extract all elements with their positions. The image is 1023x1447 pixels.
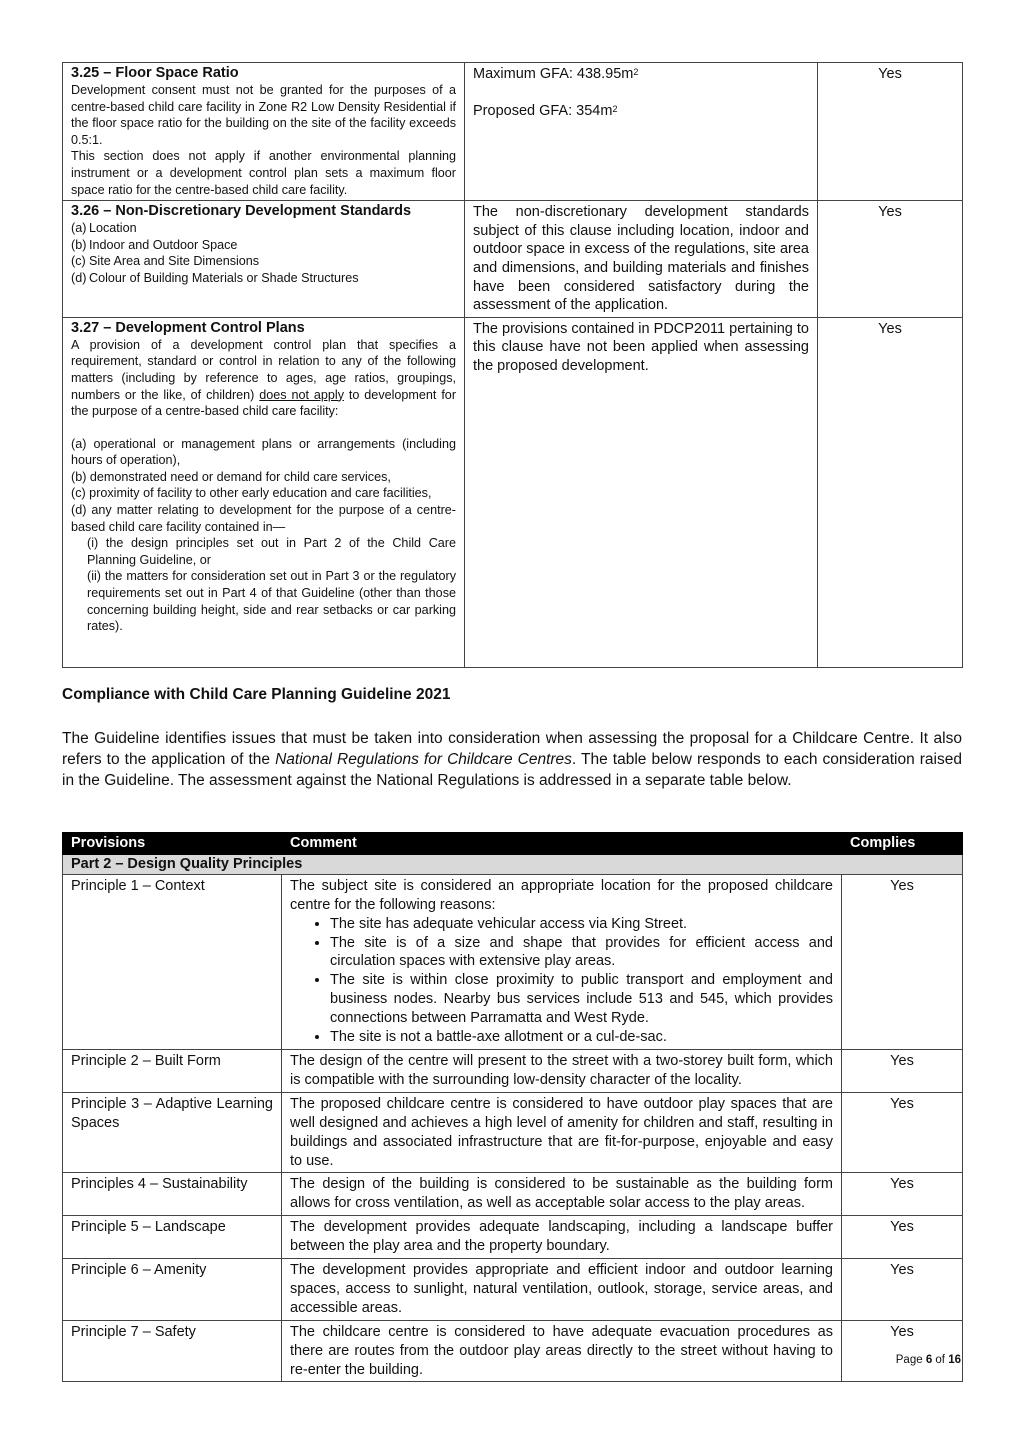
list-item: (c) Site Area and Site Dimensions bbox=[71, 254, 260, 269]
list-item: • The site is within close proximity to public transport and employment and business nodes. Nearby bus services include 513 and 545, which provides connections between Parramatta and West Ryde. bbox=[330, 971, 833, 1028]
comment-cell: The non-discretionary development standards subject of this clause including location, indoor and outdoor space in excess of the regulations, site area and dimensions, and building materials and finishes have been considered satisfactory during the assessment of the application. bbox=[465, 201, 818, 318]
complies-cell: Yes bbox=[842, 1049, 963, 1092]
clauses-table bbox=[62, 62, 963, 668]
comment-text: The subject site is considered an appropriate location for the proposed childcare centre for the following reasons: bbox=[290, 877, 833, 913]
comment-text: Proposed GFA: $354m^2$ bbox=[473, 102, 618, 119]
clause-title: 3.25 – Floor Space Ratio bbox=[71, 65, 239, 81]
clause-text: This section does not apply if another environmental planning instrument or a development control plan sets a maximum floor space ratio for the centre-based child care facility. bbox=[71, 149, 456, 197]
comment-cell bbox=[465, 63, 818, 201]
complies-cell: Yes bbox=[842, 874, 963, 1049]
list-item: (a) Location bbox=[71, 221, 137, 236]
complies-cell: Yes bbox=[818, 63, 963, 201]
clause-subitem: (i) the design principles set out in Part 2 of the Child Care Planning Guideline, or bbox=[87, 536, 456, 567]
comment-cell bbox=[282, 874, 842, 1049]
table-header-row bbox=[63, 833, 963, 855]
table-row bbox=[63, 1259, 963, 1321]
provision-cell bbox=[63, 63, 465, 201]
complies-cell: Yes bbox=[842, 1092, 963, 1173]
clause-text: Development consent must not be granted for the purposes of a centre-based child care facility in Zone R2 Low Density Residential if the floor space ratio for the building on the site of the facility exceeds 0.5:1. bbox=[71, 83, 456, 147]
clause-item: (a) operational or management plans or arrangements (including hours of operation), bbox=[71, 436, 456, 468]
table-row bbox=[63, 874, 963, 1049]
section-row bbox=[63, 854, 963, 874]
list-item: • The site is of a size and shape that provides for efficient access and circulation spaces with extensive play areas. bbox=[330, 934, 833, 972]
provision-cell: Principle 5 – Landscape bbox=[63, 1216, 282, 1259]
section-heading: Compliance with Child Care Planning Guideline 2021 bbox=[62, 686, 451, 703]
column-header: Complies bbox=[842, 833, 963, 855]
provision-cell: Principle 3 – Adaptive Learning Spaces bbox=[63, 1092, 282, 1173]
comment-cell: The provisions contained in PDCP2011 pertaining to this clause have not been applied when assessing the proposed development. bbox=[465, 317, 818, 667]
clause-item: (b) demonstrated need or demand for child care services, bbox=[71, 469, 391, 484]
section-label: Part 2 – Design Quality Principles bbox=[63, 854, 963, 874]
clause-title: 3.27 – Development Control Plans bbox=[71, 319, 305, 336]
table-row bbox=[63, 1216, 963, 1259]
clause-item: (c) proximity of facility to other early education and care facilities, bbox=[71, 486, 432, 501]
table-row bbox=[63, 1173, 963, 1216]
column-header: Comment bbox=[282, 833, 842, 855]
provision-cell bbox=[63, 317, 465, 667]
guideline-table bbox=[62, 832, 963, 1382]
comment-cell: The development provides adequate landscaping, including a landscape buffer between the play area and the property boundary. bbox=[282, 1216, 842, 1259]
comment-cell: The design of the centre will present to the street with a two-storey built form, which is compatible with the surrounding low-density character of the locality. bbox=[282, 1049, 842, 1092]
provision-cell: Principles 4 – Sustainability bbox=[63, 1173, 282, 1216]
comment-cell: The proposed childcare centre is considered to have outdoor play spaces that are well designed and achieves a high level of amenity for children and staff, resulting in buildings and associated infrastructure that are fit-for-purpose, enjoyable and easy to use. bbox=[282, 1092, 842, 1173]
provision-cell: Principle 2 – Built Form bbox=[63, 1049, 282, 1092]
complies-cell: Yes bbox=[818, 317, 963, 667]
comment-cell: The design of the building is considered to be sustainable as the building form allows for cross ventilation, as well as acceptable solar access to the play areas. bbox=[282, 1173, 842, 1216]
table-row bbox=[63, 1320, 963, 1382]
provision-cell: Principle 7 – Safety bbox=[63, 1320, 282, 1382]
comment-cell: The childcare centre is considered to have adequate evacuation procedures as there are routes from the outdoor play areas directly to the street without having to re-enter the building. bbox=[282, 1320, 842, 1382]
comment-cell: The development provides appropriate and efficient indoor and outdoor learning spaces, access to sunlight, natural ventilation, outlook, storage, service areas, and accessible areas. bbox=[282, 1259, 842, 1321]
complies-cell: Yes bbox=[842, 1216, 963, 1259]
page-number: Page 6 of 16 bbox=[895, 1354, 961, 1366]
table-row bbox=[63, 1092, 963, 1173]
complies-cell: Yes bbox=[818, 201, 963, 318]
clause-list bbox=[71, 220, 456, 286]
list-item: (b) Indoor and Outdoor Space bbox=[71, 237, 238, 252]
complies-cell: Yes bbox=[842, 1173, 963, 1216]
clause-text: A provision of a development control plan that specifies a requirement, standard or control in relation to any of the following matters (including by reference to ages, age ratios, groupings, numbers or the like, of children) does not apply to development for the purpose of a centre-based child care facility: bbox=[71, 337, 457, 419]
provision-cell bbox=[63, 201, 465, 318]
intro-paragraph: The Guideline identifies issues that must be taken into consideration when assessing the proposal for a Childcare Centre. It also refers to the application of the National Regulations for Childcare Centres. The table below responds to each consideration raised in the Guideline. The assessment against the National Regulations is addressed in a separate table below. bbox=[62, 730, 962, 789]
table-row bbox=[63, 201, 963, 318]
clause-subitem: (ii) the matters for consideration set out in Part 3 or the regulatory requirements set out in Part 4 of that Guideline (other than those concerning building height, side and rear setbacks or car parking rates). bbox=[87, 569, 456, 634]
clause-title: 3.26 – Non-Discretionary Development Standards bbox=[71, 203, 412, 220]
comment-text: Maximum GFA: $438.95m^2$ bbox=[473, 66, 639, 82]
list-item: • The site is not a battle-axe allotment or a cul-de-sac. bbox=[330, 1028, 833, 1047]
reasons-list bbox=[290, 915, 833, 1047]
list-item: • The site has adequate vehicular access via King Street. bbox=[330, 915, 833, 934]
clause-item: (d) any matter relating to development for the purpose of a centre-based child care facility contained in— bbox=[71, 503, 456, 534]
list-item: (d) Colour of Building Materials or Shade Structures bbox=[71, 270, 359, 285]
column-header: Provisions bbox=[63, 833, 282, 855]
complies-cell: Yes bbox=[842, 1259, 963, 1321]
complies-cell: Yes bbox=[842, 1320, 963, 1382]
provision-cell: Principle 1 – Context bbox=[63, 874, 282, 1049]
table-row bbox=[63, 1049, 963, 1092]
table-row bbox=[63, 317, 963, 667]
table-row bbox=[63, 63, 963, 201]
provision-cell: Principle 6 – Amenity bbox=[63, 1259, 282, 1321]
